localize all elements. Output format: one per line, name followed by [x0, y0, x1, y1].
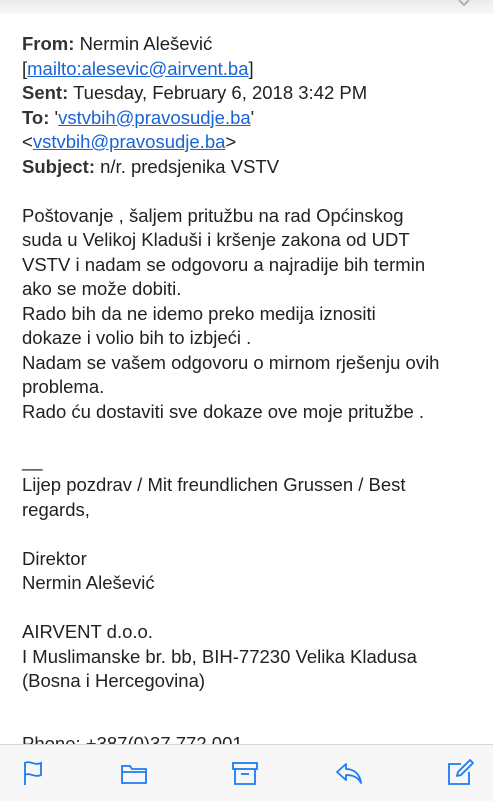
subject-value: n/r. predsjenika VSTV: [100, 155, 280, 177]
spacer: [22, 424, 482, 449]
compose-button[interactable]: [444, 757, 476, 789]
move-to-folder-button[interactable]: [118, 757, 150, 789]
signature-greeting-cont: regards,: [22, 498, 90, 520]
sent-value: Tuesday, February 6, 2018 3:42 PM: [73, 82, 368, 103]
angle-close: >: [225, 131, 237, 152]
email-body: [22, 204, 482, 425]
body-line: problema.: [22, 376, 105, 397]
to-address-link-2[interactable]: vstvbih@pravosudje.ba: [32, 131, 226, 152]
archive-icon: [230, 758, 260, 788]
signature-title: Direktor: [22, 547, 87, 569]
reply-button[interactable]: [333, 757, 365, 789]
flag-button[interactable]: [18, 757, 50, 789]
subject-row: [22, 155, 482, 180]
flag-icon: [19, 758, 49, 788]
body-line: Rado ću dostaviti sve dokaze ove moje pritužbe .: [22, 400, 425, 422]
folder-icon: [119, 758, 149, 788]
signature: [22, 449, 482, 694]
compose-icon: [445, 758, 475, 788]
reply-icon: [334, 758, 364, 788]
body-line: Nadam se vašem odgovoru o mirnom rješenju ovih: [22, 351, 440, 373]
to-quote-open: ': [54, 106, 59, 128]
from-row: [22, 32, 482, 57]
spacer: [22, 596, 482, 621]
subject-label: Subject:: [22, 155, 95, 177]
signature-name: Nermin Alešević: [22, 572, 155, 593]
body-line: ako se može dobiti.: [22, 278, 182, 299]
signature-address-country: (Bosna i Hercegovina): [22, 670, 206, 691]
signature-phone-partial: [22, 735, 482, 744]
to-row: [22, 106, 482, 131]
archive-button[interactable]: [229, 757, 261, 789]
signature-separator: __: [22, 449, 43, 471]
from-name: Nermin Alešević: [79, 33, 213, 54]
bottom-toolbar: [0, 744, 493, 801]
body-line: Rado bih da ne idemo preko medija iznositi: [22, 302, 376, 324]
angle-open: <: [22, 131, 33, 152]
signature-company: AIRVENT d.o.o.: [22, 621, 153, 642]
spacer: [22, 179, 482, 204]
to-address-row: [22, 130, 482, 155]
from-mailto-row: [22, 57, 482, 82]
signature-greeting: Lijep pozdrav / Mit freundlichen Grussen / Best: [22, 474, 406, 495]
bracket-close: ]: [248, 57, 254, 79]
from-label: From:: [22, 33, 75, 54]
sent-row: [22, 81, 482, 106]
from-mailto-link[interactable]: mailto:alesevic@airvent.ba: [27, 57, 249, 79]
signature-address: I Muslimanske br. bb, BIH-77230 Velika Kladusa: [22, 645, 417, 667]
body-line: Poštovanje , šaljem pritužbu na rad Općinskog: [22, 204, 404, 226]
to-label: To:: [22, 106, 50, 128]
email-message: [22, 32, 482, 694]
body-line: dokaze i volio bih to izbjeći .: [22, 327, 252, 348]
body-line: suda u Velikoj Kladuši i kršenje zakona od UDT: [22, 229, 410, 250]
top-bar: [0, 0, 493, 14]
spacer: [22, 522, 482, 547]
bracket-open: [: [22, 57, 28, 79]
chevron-down-icon[interactable]: [457, 0, 471, 12]
to-quote-close: ': [250, 106, 255, 128]
body-line: VSTV i nadam se odgovoru a najradije bih termin: [22, 253, 426, 275]
sent-label: Sent:: [22, 82, 69, 103]
to-address-link[interactable]: vstvbih@pravosudje.ba: [58, 106, 251, 128]
